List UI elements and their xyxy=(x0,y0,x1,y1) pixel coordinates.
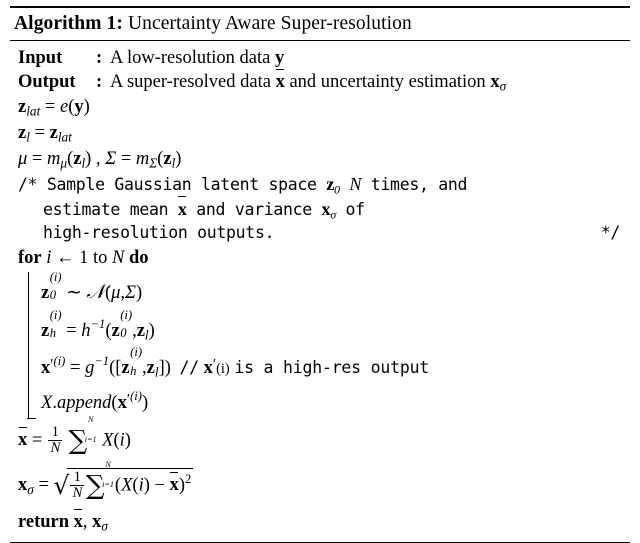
algorithm-caption xyxy=(10,8,630,40)
loop-inline-comment: is a high-res output xyxy=(234,358,430,377)
comment-line-2: estimate mean x and variance $x_\sigma$ of xyxy=(18,198,628,223)
algorithm-caption-title: Uncertainty Aware Super-resolution xyxy=(127,13,412,34)
output-row xyxy=(18,71,628,95)
line-zl-assign: $z_l = z_{lat}$ xyxy=(18,122,72,145)
output-colon: : xyxy=(96,71,103,92)
comment-block xyxy=(18,173,628,244)
comment-line-1: /* Sample Gaussian latent space $z_0$ N times, and xyxy=(18,173,468,197)
loop-line-xprime: $x^{'(i)} = g^{-1}([z$ (i) h $,z_l]) // x'(i)$ is a high-res output xyxy=(41,345,430,380)
comment-end-mark: */ xyxy=(600,223,620,243)
for-loop-body xyxy=(28,272,628,419)
input-colon: : xyxy=(96,48,103,68)
line-mean-eq: x = $\frac{1}{N}$ ∑ N i=1 X(i) xyxy=(18,415,131,457)
line-std-eq: $x_\sigma$ = √ $\frac{1}{N}$ ∑ N i=1 (X(i) − x )$^2$ xyxy=(18,460,192,502)
line-return: return x , $x_\sigma$ xyxy=(18,504,628,536)
input-label: Input xyxy=(18,48,63,68)
comment-line-3: high-resolution outputs. */ xyxy=(18,222,628,243)
algorithm-block xyxy=(10,6,630,543)
output-label: Output xyxy=(18,71,76,92)
algorithm-body xyxy=(10,41,630,542)
loop-line-zh: z (i) h = $h^{-1}(z$ (i) 0 $,z_l$) xyxy=(41,307,155,343)
output-value: A super-resolved data x and uncertainty estimation $x_\sigma$ xyxy=(110,71,628,95)
line-zlat-assign: $z_{lat} = e(y)$ xyxy=(18,96,90,119)
algorithm-caption-label: Algorithm 1: xyxy=(14,13,123,34)
input-value: A low-resolution data y xyxy=(110,48,285,68)
loop-line-append: $X.append(x^{'(i)})$ xyxy=(41,388,149,413)
line-mu-sigma-assign: $\mu = m_\mu(z_l)$ , $\Sigma = m_\Sigma(z_l)$ xyxy=(18,148,182,171)
for-loop-header: for i ← 1 to N do xyxy=(18,247,149,268)
input-row xyxy=(18,47,628,71)
loop-line-sample: z (i) 0 ∼ 𝒩(μ,Σ) xyxy=(41,270,143,303)
